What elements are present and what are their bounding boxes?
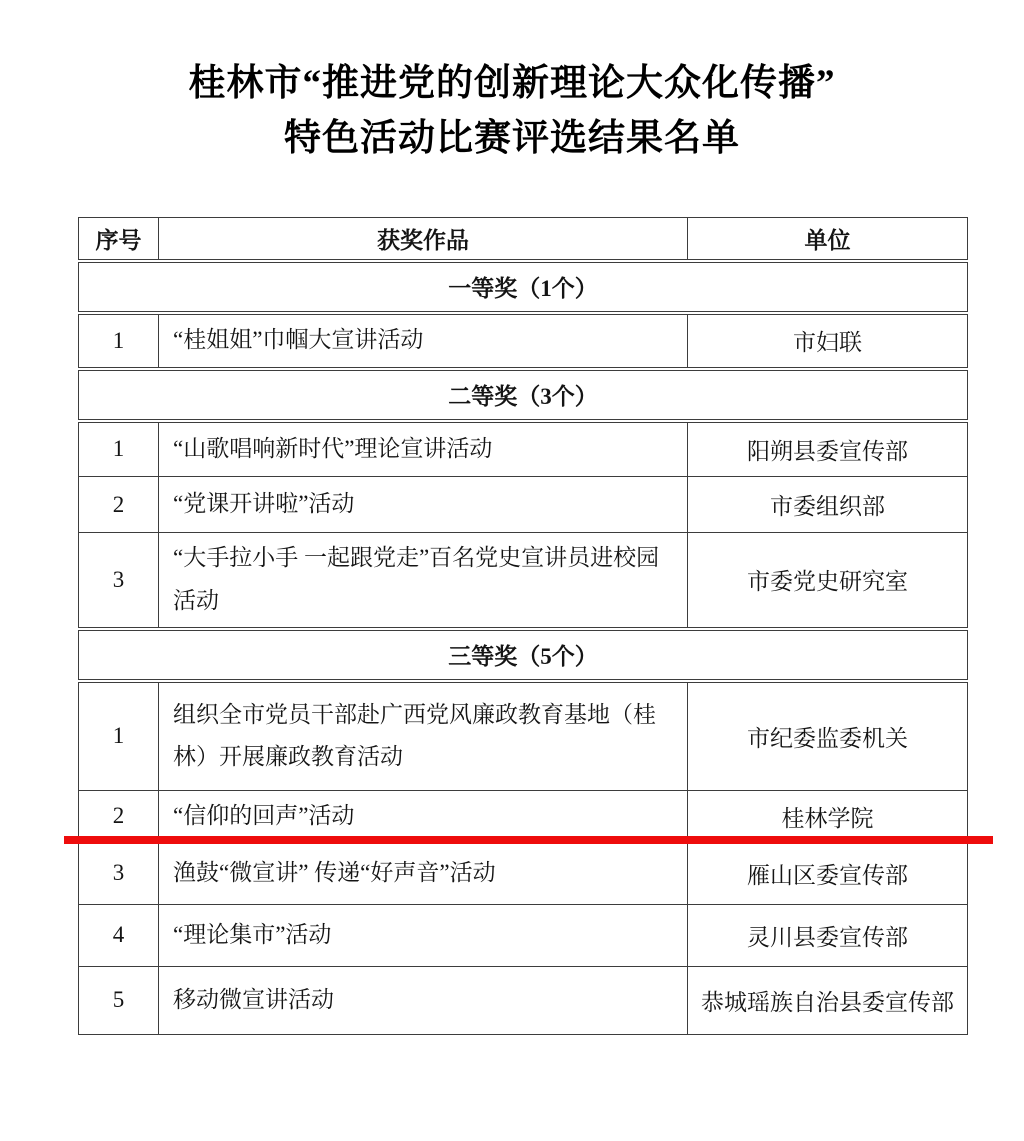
- cell-work: 移动微宣讲活动: [159, 966, 688, 1034]
- cell-work: “理论集市”活动: [159, 904, 688, 966]
- table-header-row: [79, 218, 968, 261]
- cell-work: “大手拉小手 一起跟党走”百名党史宣讲员进校园活动: [159, 533, 688, 629]
- section-label: 三等奖（5个）: [79, 629, 968, 681]
- section-row-first-prize: [79, 261, 968, 313]
- header-work: 获奖作品: [159, 218, 688, 261]
- cell-work: “信仰的回声”活动: [159, 791, 688, 843]
- cell-unit: 恭城瑶族自治县委宣传部: [688, 966, 968, 1034]
- cell-no: 5: [79, 966, 159, 1034]
- table-row-highlighted: [79, 791, 968, 843]
- section-row-second-prize: [79, 369, 968, 421]
- document-title-line-2: 特色活动比赛评选结果名单: [284, 118, 740, 159]
- cell-no: 2: [79, 791, 159, 843]
- cell-work: “党课开讲啦”活动: [159, 477, 688, 533]
- cell-work: “桂姐姐”巾帼大宣讲活动: [159, 313, 688, 369]
- table-row: [79, 681, 968, 791]
- section-row-third-prize: [79, 629, 968, 681]
- table-row: [79, 313, 968, 369]
- cell-no: 1: [79, 681, 159, 791]
- cell-unit: 阳朔县委宣传部: [688, 421, 968, 477]
- cell-no: 2: [79, 477, 159, 533]
- cell-work: 渔鼓“微宣讲” 传递“好声音”活动: [159, 842, 688, 904]
- cell-no: 1: [79, 421, 159, 477]
- cell-no: 3: [79, 533, 159, 629]
- table-row: [79, 904, 968, 966]
- cell-no: 1: [79, 313, 159, 369]
- table-row: [79, 966, 968, 1034]
- cell-no: 4: [79, 904, 159, 966]
- section-label: 二等奖（3个）: [79, 369, 968, 421]
- cell-work: 组织全市党员干部赴广西党风廉政教育基地（桂林）开展廉政教育活动: [159, 681, 688, 791]
- red-underline-annotation: [64, 836, 993, 844]
- cell-unit: 灵川县委宣传部: [688, 904, 968, 966]
- cell-unit: 雁山区委宣传部: [688, 842, 968, 904]
- cell-unit: 桂林学院: [688, 791, 968, 843]
- table-row: [79, 421, 968, 477]
- cell-unit: 市纪委监委机关: [688, 681, 968, 791]
- table-row: [79, 533, 968, 629]
- cell-work: “山歌唱响新时代”理论宣讲活动: [159, 421, 688, 477]
- document-title-line-1: 桂林市“推进党的创新理论大众化传播”: [188, 63, 836, 104]
- results-table: [78, 217, 968, 1035]
- table-row: [79, 842, 968, 904]
- section-label: 一等奖（1个）: [79, 261, 968, 313]
- cell-unit: 市妇联: [688, 313, 968, 369]
- header-unit: 单位: [688, 218, 968, 261]
- cell-no: 3: [79, 842, 159, 904]
- cell-unit: 市委组织部: [688, 477, 968, 533]
- table-row: [79, 477, 968, 533]
- cell-unit: 市委党史研究室: [688, 533, 968, 629]
- document-title: [0, 56, 1024, 166]
- header-no: 序号: [79, 218, 159, 261]
